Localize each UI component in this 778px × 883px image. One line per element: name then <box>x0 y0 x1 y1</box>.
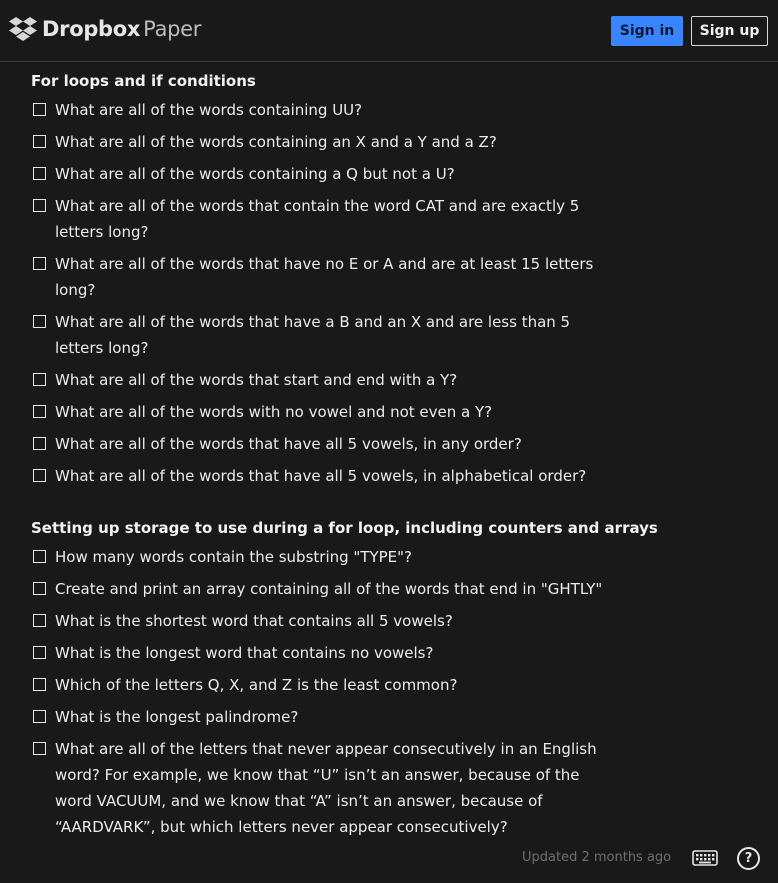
checklist-item-text: What are all of the words that have all 5 vowels, in any order? <box>55 435 522 453</box>
checkbox[interactable] <box>33 103 46 116</box>
checklist-item <box>31 97 621 123</box>
checklist-item-text: What are all of the words that start and end with a Y? <box>55 371 458 389</box>
logo-product: Paper <box>143 17 202 41</box>
checkbox[interactable] <box>33 135 46 148</box>
checklist-item <box>31 576 621 602</box>
help-icon[interactable]: ? <box>737 847 760 870</box>
logo-text <box>42 15 201 43</box>
checklist-item-text: What are all of the words containing a Q but not a U? <box>55 165 455 183</box>
checkbox[interactable] <box>33 167 46 180</box>
checklist-item <box>31 161 621 187</box>
keyboard-icon[interactable] <box>692 849 718 871</box>
checkbox[interactable] <box>33 742 46 755</box>
checklist-item <box>31 399 621 425</box>
checklist-item-text: Which of the letters Q, X, and Z is the least common? <box>55 676 458 694</box>
checklist-item <box>31 367 621 393</box>
checklist-item-text: What is the shortest word that contains all 5 vowels? <box>55 612 453 630</box>
dropbox-logo-icon <box>8 16 38 42</box>
checklist-item <box>31 640 621 666</box>
checkbox[interactable] <box>33 257 46 270</box>
section-heading: Setting up storage to use during a for loop, including counters and arrays <box>31 519 658 537</box>
checklist-item-text: What is the longest palindrome? <box>55 708 299 726</box>
checklist-item-text: Create and print an array containing all of the words that end in "GHTLY" <box>55 580 603 598</box>
checkbox[interactable] <box>33 646 46 659</box>
section-heading: For loops and if conditions <box>31 72 256 90</box>
checklist-item <box>31 129 621 155</box>
checklist-item-text: What are all of the words that have no E or A and are at least 15 letters long? <box>55 255 594 299</box>
checkbox[interactable] <box>33 315 46 328</box>
checklist-item-text: What are all of the words with no vowel and not even a Y? <box>55 403 493 421</box>
checkbox[interactable] <box>33 199 46 212</box>
checklist-item <box>31 544 621 570</box>
checklist-item-text: What are all of the words that have all 5 vowels, in alphabetical order? <box>55 467 587 485</box>
checklist-item-text: What are all of the words containing UU? <box>55 101 363 119</box>
checkbox[interactable] <box>33 710 46 723</box>
checklist-item <box>31 608 621 634</box>
document-body <box>31 68 658 846</box>
checklist-item <box>31 672 621 698</box>
logo-brand: Dropbox <box>42 17 141 41</box>
sign-up-button[interactable]: Sign up <box>691 16 768 46</box>
checklist-item-text: What is the longest word that contains no vowels? <box>55 644 434 662</box>
checkbox[interactable] <box>33 373 46 386</box>
checkbox[interactable] <box>33 405 46 418</box>
checkbox[interactable] <box>33 678 46 691</box>
checklist-item <box>31 736 621 840</box>
checkbox[interactable] <box>33 582 46 595</box>
checklist-item-text: What are all of the words containing an X and a Y and a Z? <box>55 133 497 151</box>
checklist-item <box>31 704 621 730</box>
checkbox[interactable] <box>33 550 46 563</box>
checklist-item <box>31 431 621 457</box>
checklist-item <box>31 193 621 245</box>
sign-in-button[interactable]: Sign in <box>611 16 683 46</box>
checklist-item-text: What are all of the letters that never appear consecutively in an English word? For example, we know that “U” isn’t an answer, because of the word VACUUM, and we know that “A” isn’t an answer, because of “AARDVARK”, but which letters never appear consecutively? <box>55 740 597 836</box>
checkbox[interactable] <box>33 614 46 627</box>
checklist-item-text: What are all of the words that contain the word CAT and are exactly 5 letters long? <box>55 197 580 241</box>
checkbox[interactable] <box>33 437 46 450</box>
checklist-item <box>31 463 621 489</box>
checklist-item-text: What are all of the words that have a B and an X and are less than 5 letters long? <box>55 313 571 357</box>
dropbox-paper-logo[interactable] <box>8 15 201 43</box>
checklist-item <box>31 251 621 303</box>
updated-timestamp: Updated 2 months ago <box>522 850 672 865</box>
checklist-item <box>31 309 621 361</box>
checkbox[interactable] <box>33 469 46 482</box>
top-bar <box>0 0 778 62</box>
checklist-item-text: How many words contain the substring "TYPE"? <box>55 548 413 566</box>
